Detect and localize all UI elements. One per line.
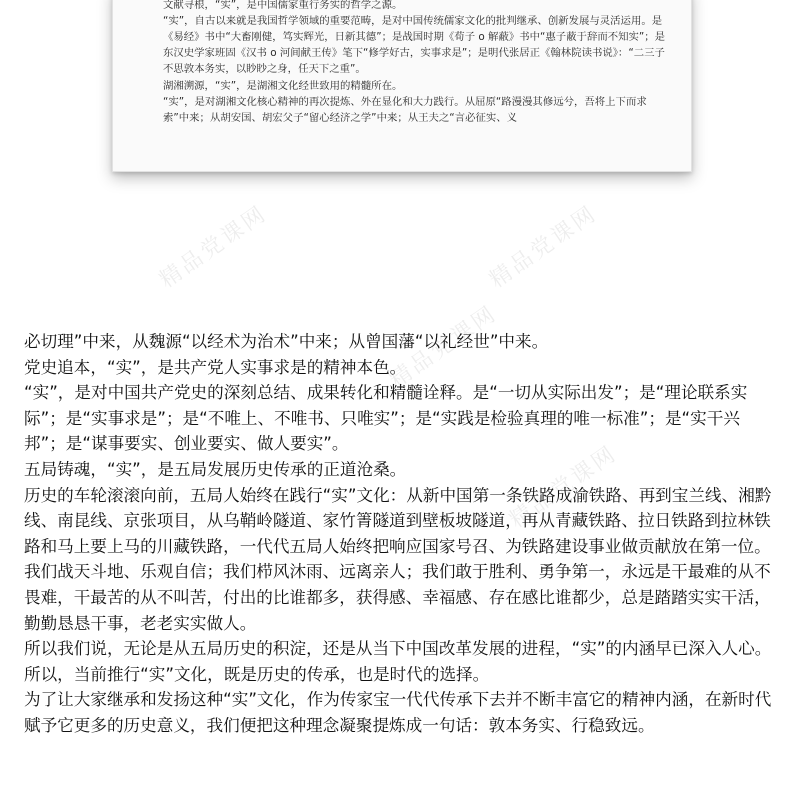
preview-paragraph: “实”，是对湖湘文化核心精神的再次提炼、外在显化和大力践行。从屈原“路漫漫其修远兮，吾将上下而求索”中来；从胡安国、胡宏父子“留心经济之学”中来；从王夫之“言必征实、义 (163, 95, 647, 124)
watermark: 精品党课网 (505, 441, 623, 534)
body-paragraph: 为了让大家继承和发扬这种“实”文化，作为传家宝一代代传承下去并不断丰富它的精神内涵，在新时代赋予它更多的历史意义，我们便把这种理念凝聚提炼成一句话：敦本务实、行稳致远。 (24, 690, 772, 735)
body-paragraph: 必切理”中来，从魏源“以经术为治术”中来；从曾国藩“以礼经世”中来。 (24, 332, 549, 351)
watermark: 精品党课网 (385, 301, 503, 394)
body-paragraph: 所以我们说，无论是从五局历史的积淀，还是从当下中国改革发展的进程，“实”的内涵早已深入人心。所以，当前推行“实”文化，既是历史的传承，也是时代的选择。 (24, 639, 772, 684)
page-preview-card (112, 0, 692, 172)
preview-paragraph: 湖湘溯源，“实”，是湖湘文化经世致用的精髓所在。 (163, 79, 403, 92)
preview-text (163, 0, 669, 126)
watermark: 精品党课网 (485, 201, 603, 294)
preview-paragraph: 文献寻根，“实”，是中国儒家重行务实的哲学之源。 (163, 0, 403, 12)
document-body (24, 329, 780, 739)
body-paragraph: 党史追本，“实”，是共产党人实事求是的精神本色。 (24, 357, 407, 377)
body-paragraph: “实”，是对中国共产党史的深刻总结、成果转化和精髓诠释。是“一切从实际出发”；是“理论联系实际”；是“实事求是”；是“不唯上、不唯书、只唯实”；是“实践是检验真理的唯一标准”；是“实干兴邦”；是“谋事要实、创业要实、做人要实”。 (24, 383, 748, 454)
body-paragraph: 五局铸魂，“实”，是五局发展历史传承的正道沧桑。 (24, 459, 407, 479)
preview-paragraph: “实”，自古以来就是我国哲学领域的重要范畴，是对中国传统儒家文化的批判继承、创新发展与灵活运用。是《易经》书中“大畜刚健，笃实辉光，日新其德”；是战国时期《荀子 o 解蔽》书中“惠子蔽于辞而不知实”；是东汉史学家班固《汉书 o 河间献王传》笔下“修学好古，实事求是”；是明代张居正《翰林院读书说》：“二三子不思敦本务实，以眇眇之身，任天下之重”。 (163, 15, 666, 76)
body-paragraph: 历史的车轮滚滚向前，五局人始终在践行“实”文化：从新中国第一条铁路成渝铁路、再到宝兰线、湘黔线、南昆线、京张项目，从乌鞘岭隧道、家竹箐隧道到壁板坡隧道，再从青藏铁路、拉日铁路到拉林铁路和马上要上马的川藏铁路，一代代五局人始终把响应国家号召、为铁路建设事业做贡献放在第一位。我们战天斗地、乐观自信；我们栉风沐雨、远离亲人；我们敢于胜利、勇争第一，永远是干最难的从不畏难，干最苦的从不叫苦，付出的比谁都多，获得感、幸福感、存在感比谁都少，总是踏踏实实干活，勤勤恳恳干事，老老实实做人。 (24, 485, 772, 633)
watermark: 精品党课网 (155, 201, 273, 294)
